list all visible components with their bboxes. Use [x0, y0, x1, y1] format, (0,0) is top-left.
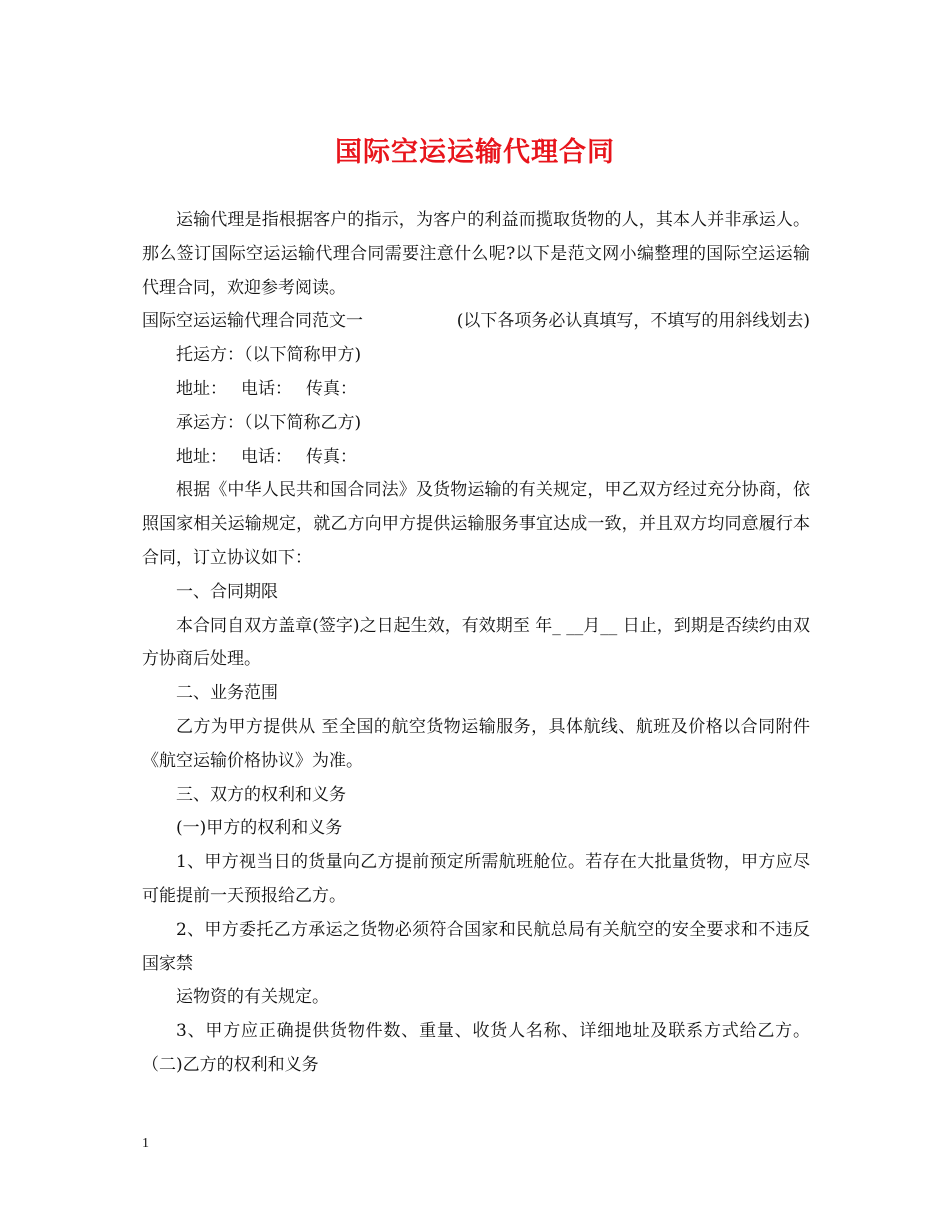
clause-item-2-continued: 运物资的有关规定。	[176, 987, 329, 1008]
clause-item-3: 3、甲方应正确提供货物件数、重量、收货人名称、详细地址及联系方式给乙方。（二)乙方的权利和义务	[142, 1021, 810, 1075]
document-title: 国际空运运输代理合同	[335, 137, 615, 168]
preamble-paragraph: 根据《中华人民共和国合同法》及货物运输的有关规定，甲乙双方经过充分协商，依照国家相关运输规定，就乙方向甲方提供运输服务事宜达成一致，并且双方均同意履行本合同，订立协议如下：	[142, 480, 810, 568]
shipper-fields	[142, 373, 810, 407]
sample-title: 国际空运运输代理合同范文一	[142, 311, 363, 332]
shipper-line: 托运方：（以下简称甲方)	[176, 345, 362, 366]
intro-paragraph: 运输代理是指根据客户的指示，为客户的利益而揽取货物的人，其本人并非承运人。那么签订国际空运运输代理合同需要注意什么呢?以下是范文网小编整理的国际空运运输代理合同，欢迎参考阅读。	[142, 210, 810, 298]
shipper-phone-label: 电话：	[241, 378, 292, 399]
clause-item-1: 1、甲方视当日的货量向乙方提前预定所需航班舱位。若存在大批量货物，甲方应尽可能提前一天预报给乙方。	[142, 852, 810, 906]
carrier-fields	[142, 441, 810, 475]
sample-title-row	[142, 305, 810, 339]
clause-item-2: 2、甲方委托乙方承运之货物必须符合国家和民航总局有关航空的安全要求和不违反国家禁	[142, 919, 810, 974]
carrier-phone-label: 电话：	[241, 446, 292, 467]
shipper-fax-label: 传真：	[306, 378, 357, 399]
section-2-heading: 二、业务范围	[176, 683, 278, 704]
section-2-text: 乙方为甲方提供从 至全国的航空货物运输服务，具体航线、航班及价格以合同附件《航空运输价格协议》为准。	[142, 716, 810, 771]
shipper-address-label: 地址：	[176, 378, 227, 399]
section-1-text: 本合同自双方盖章(签字)之日起生效，有效期至 年_ __月__ 日止，到期是否续约由双方协商后处理。	[142, 615, 810, 670]
page-number: 1	[142, 1136, 149, 1151]
section-3-heading: 三、双方的权利和义务	[176, 784, 346, 805]
document-body	[142, 204, 810, 1083]
section-1-heading: 一、合同期限	[176, 581, 278, 602]
section-3-subheading-1: (一)甲方的权利和义务	[176, 818, 343, 839]
carrier-address-label: 地址：	[176, 446, 227, 467]
sample-note: (以下各项务必认真填写，不填写的用斜线划去)	[456, 311, 810, 332]
carrier-line: 承运方：（以下简称乙方)	[176, 412, 362, 433]
carrier-fax-label: 传真：	[306, 446, 357, 467]
